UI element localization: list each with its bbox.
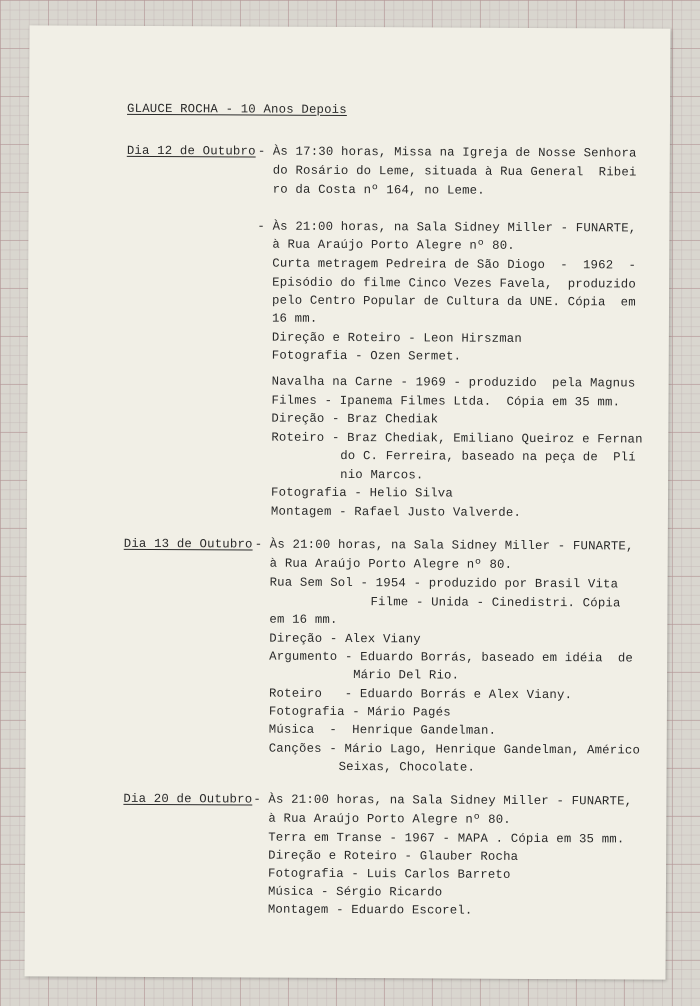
text-line: Às 17:30 horas, Missa na Igreja de Nosse Senhora [272, 144, 637, 161]
text-line: em 16 mm. [269, 612, 338, 627]
text-line: pelo Centro Popular de Cultura da UNE. Cópia em [272, 293, 636, 310]
section-dash: - [254, 537, 263, 552]
text-line: Episódio do filme Cinco Vezes Favela, produzido [272, 275, 636, 292]
section-dash: - [257, 144, 266, 159]
section-date-12: Dia 12 de Outubro [126, 143, 256, 159]
text-line: Filme - Unida - Cinedistri. Cópia [370, 595, 621, 611]
text-line: 16 mm. [271, 311, 318, 326]
text-line: Às 21:00 horas, na Sala Sidney Miller - FUNARTE, [269, 537, 634, 554]
text-line: nio Marcos. [340, 467, 424, 483]
section-date-13: Dia 13 de Outubro [123, 536, 253, 552]
text-line: do C. Ferreira, baseado na peça de Plí [340, 448, 636, 465]
text-line: Roteiro - Braz Chediak, Emiliano Queiroz e Fernan [271, 430, 643, 447]
text-line: Seixas, Chocolate. [338, 759, 476, 775]
text-line: Direção e Roteiro - Glauber Rocha [268, 848, 519, 864]
text-line: Música - Sérgio Ricardo [267, 884, 443, 900]
text-line: Montagem - Eduardo Escorel. [267, 902, 473, 918]
text-line: Filmes - Ipanema Filmes Ltda. Cópia em 35 mm. [271, 393, 621, 410]
section-date-20: Dia 20 de Outubro [123, 791, 253, 807]
text-line: Fotografia - Helio Silva [271, 485, 453, 501]
text-line: Mário Del Rio. [353, 668, 460, 683]
text-line: Montagem - Rafael Justo Valverde. [270, 504, 522, 520]
text-line: - Às 21:00 horas, na Sala Sidney Miller - FUNARTE, [257, 219, 637, 236]
text-line: Direção - Braz Chediak [271, 411, 439, 427]
text-line: Fotografia - Luis Carlos Barreto [268, 866, 511, 882]
text-line: Rua Sem Sol - 1954 - produzido por Brasil Vita [269, 575, 619, 592]
text-line: Argumento - Eduardo Borrás, baseado em idéia de [269, 649, 634, 666]
text-line: Música - Henrique Gandelman. [268, 722, 497, 738]
text-line: Direção - Alex Viany [269, 631, 421, 647]
section-dash: - [253, 792, 262, 807]
text-line: Às 21:00 horas, na Sala Sidney Miller - FUNARTE, [268, 792, 633, 809]
text-line: à Rua Araújo Porto Alegre nº 80. [272, 237, 515, 253]
text-line: Direção e Roteiro - Leon Hirszman [271, 330, 523, 346]
text-line: Terra em Transe - 1967 - MAPA . Cópia em 35 mm. [268, 830, 625, 847]
document-page [25, 25, 671, 979]
text-line: do Rosário do Leme, situada à Rua General Ribei [272, 163, 637, 180]
text-line: Fotografia - Mário Pagés [268, 704, 451, 720]
text-line: à Rua Araújo Porto Alegre nº 80. [268, 811, 511, 827]
text-line: Fotografia - Ozen Sermet. [271, 348, 462, 364]
text-line: à Rua Araújo Porto Alegre nº 80. [269, 556, 513, 572]
text-line: Roteiro - Eduardo Borrás e Alex Viany. [268, 686, 573, 703]
text-line: Navalha na Carne - 1969 - produzido pela Magnus [271, 374, 636, 391]
text-line: ro da Costa nº 164, no Leme. [272, 182, 485, 198]
text-line: Curta metragem Pedreira de São Diogo - 1962 - [272, 256, 637, 273]
page-title: GLAUCE ROCHA - 10 Anos Depois [127, 101, 347, 117]
text-line: Canções - Mário Lago, Henrique Gandelman, Américo [268, 741, 641, 758]
